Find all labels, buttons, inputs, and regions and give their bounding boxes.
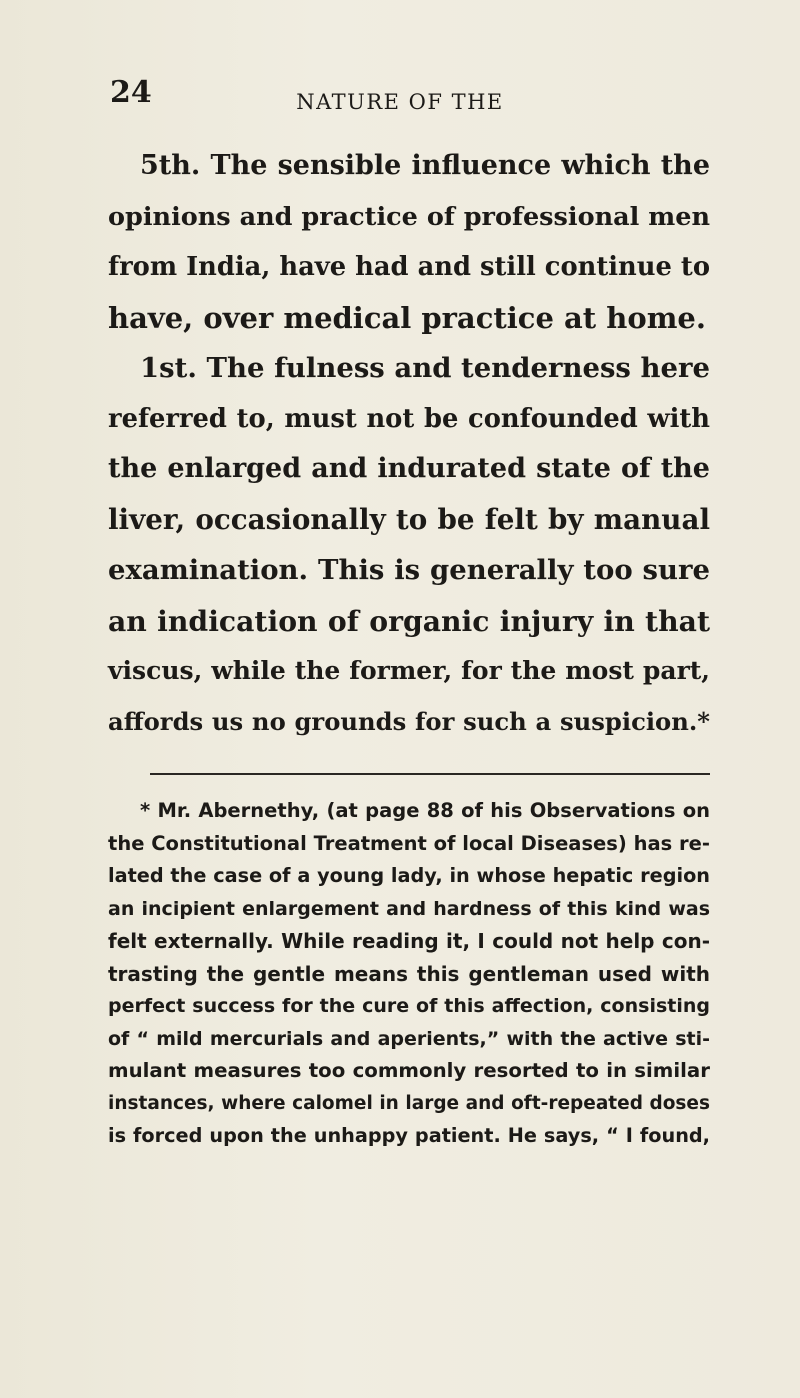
body-line: referred to, must not be confounded with — [108, 403, 710, 434]
footnote — [108, 795, 710, 1153]
footnote-rule — [150, 773, 710, 775]
footnote-line: the Constitutional Treatment of local Diseases) has re- — [108, 831, 710, 855]
body-line: 5th. The sensible influence which the — [140, 150, 710, 181]
body-line: liver, occasionally to be felt by manual — [108, 502, 710, 536]
body-line: from India, have had and still continue to — [108, 252, 710, 282]
footnote-line: * Mr. Abernethy, (at page 88 of his Observations on — [140, 799, 710, 822]
body-line: an indication of organic injury in that — [108, 603, 710, 638]
main-text — [108, 141, 710, 747]
body-line: examination. This is generally too sure — [108, 554, 710, 586]
footnote-line: is forced upon the unhappy patient. He says, “ I found, — [108, 1124, 710, 1147]
footnote-line: an incipient enlargement and hardness of this kind was — [108, 897, 710, 920]
running-head: NATURE OF THE — [296, 90, 504, 114]
body-line: the enlarged and indurated state of the — [108, 453, 710, 484]
footnote-line: lated the case of a young lady, in whose hepatic region — [108, 864, 710, 887]
body-line: 1st. The fulness and tenderness here — [140, 352, 710, 384]
footnote-line: felt externally. While reading it, I could not help con- — [108, 929, 710, 953]
footnote-line: mulant measures too commonly resorted to in similar — [108, 1059, 710, 1082]
body-line: have, over medical practice at home. — [108, 300, 706, 335]
footnote-line: perfect success for the cure of this affection, consisting — [108, 995, 710, 1017]
body-line: viscus, while the former, for the most part, — [108, 656, 710, 685]
body-line: opinions and practice of professional men — [108, 201, 710, 232]
body-line: affords us no grounds for such a suspicion.* — [108, 706, 710, 736]
page-number: 24 — [110, 75, 152, 110]
footnote-line: trasting the gentle means this gentleman used with — [108, 961, 710, 986]
footnote-line: of “ mild mercurials and aperients,” with the active sti- — [108, 1027, 710, 1050]
footnote-line: instances, where calomel in large and oft-repeated doses — [108, 1092, 710, 1114]
